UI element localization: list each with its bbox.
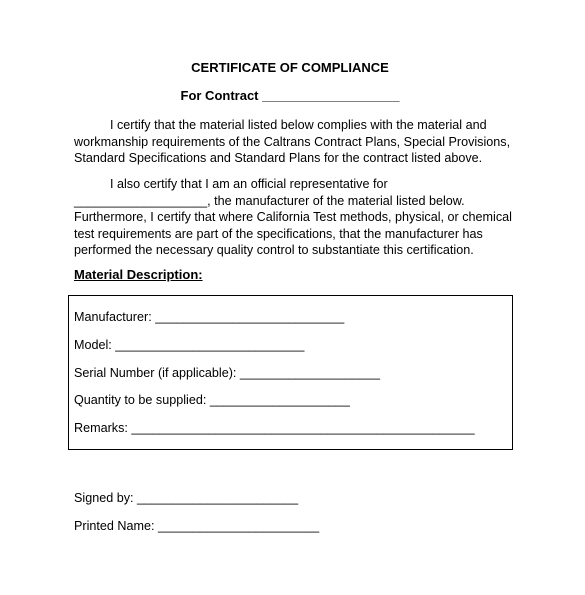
document-title: CERTIFICATE OF COMPLIANCE	[191, 60, 389, 75]
printed-name-field: Printed Name: _______________________	[74, 519, 320, 533]
serial-number-field: Serial Number (if applicable): ____________________	[74, 366, 380, 380]
signed-by-field: Signed by: _______________________	[74, 491, 299, 505]
representative-paragraph: I also certify that I am an official representative for ___________________, the manufacturer of the material listed below. Furthermore, I certify that where California Test methods, physical, or chemical test requirements are part of the specifications, that the manufacturer has performed the necessary quality control to substantiate this certification.	[74, 177, 512, 257]
quantity-field: Quantity to be supplied: ____________________	[74, 393, 350, 407]
contract-line: For Contract ___________________	[180, 88, 400, 103]
material-description-heading: Material Description:	[74, 267, 203, 282]
manufacturer-field: Manufacturer: ___________________________	[74, 310, 345, 324]
model-field: Model: ___________________________	[74, 338, 305, 352]
remarks-field: Remarks: _________________________________________________	[74, 421, 475, 435]
compliance-paragraph: I certify that the material listed below complies with the material and workmanship requirements of the Caltrans Contract Plans, Special Provisions, Standard Specifications and Standard Plans for the contract listed above.	[74, 118, 511, 165]
